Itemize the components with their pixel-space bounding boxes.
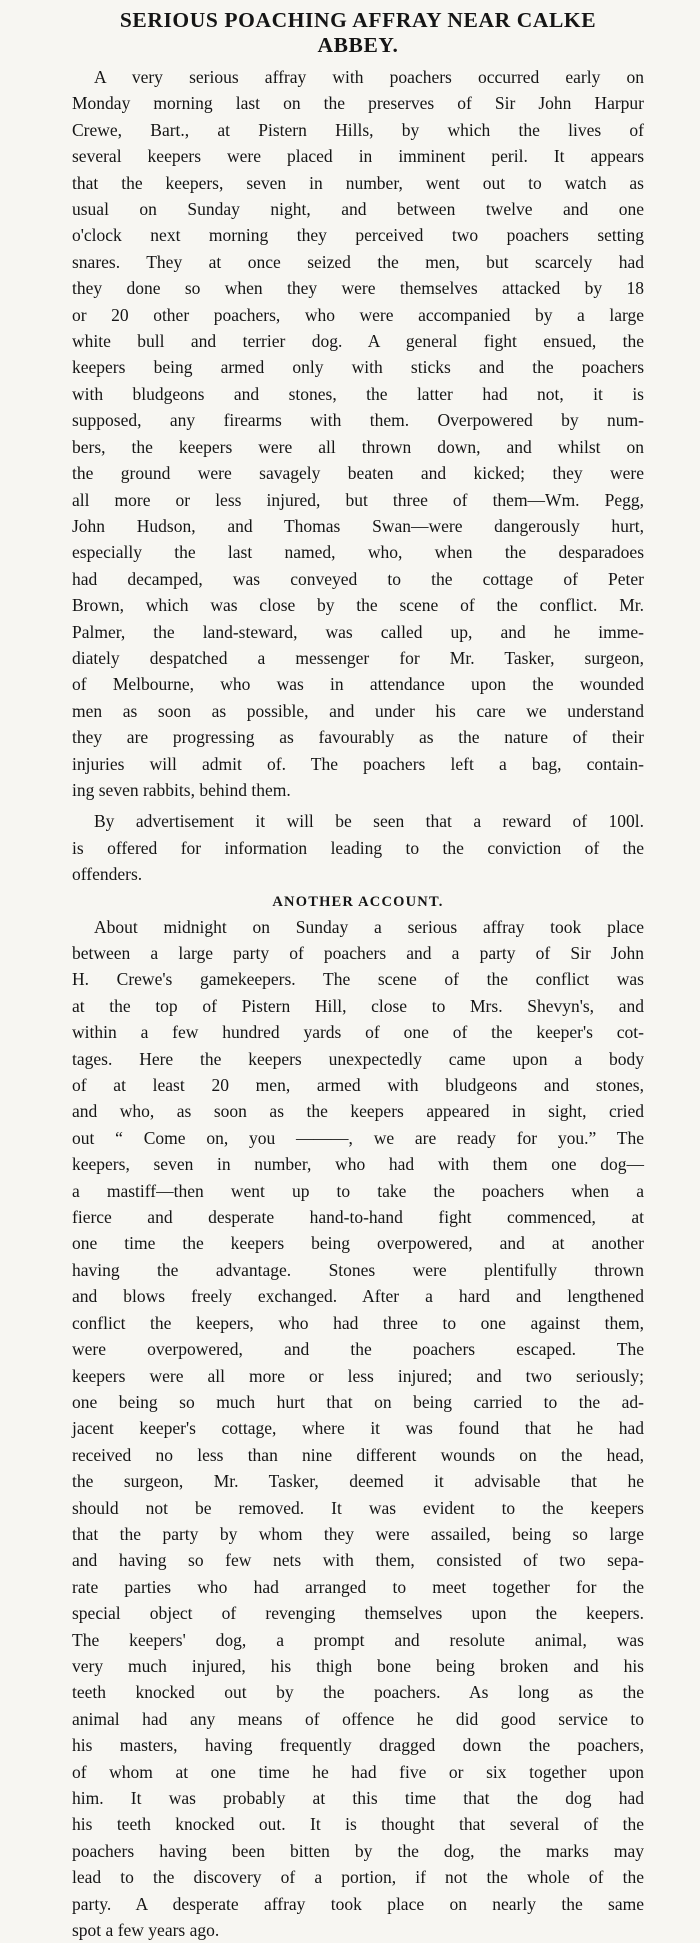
headline-line-2: ABBEY. <box>317 33 399 57</box>
text-line: of at least 20 men, armed with bludgeons and stones, <box>72 1075 644 1096</box>
text-line: snares. They at once seized the men, but scarcely had <box>72 251 644 272</box>
text-line: rate parties who had arranged to meet together for the <box>72 1576 644 1597</box>
paragraph <box>72 64 644 803</box>
article-headline <box>72 8 644 58</box>
paragraph <box>72 914 644 1943</box>
text-line: between a large party of poachers and a party of Sir John <box>72 943 644 963</box>
text-line: Crewe, Bart., at Pistern Hills, by which the lives of <box>72 119 644 140</box>
text-line: is offered for information leading to the conviction of the <box>72 837 644 858</box>
text-line: the surgeon, Mr. Tasker, deemed it advisable that he <box>72 1471 644 1492</box>
text-line: lead to the discovery of a portion, if not the whole of the <box>72 1867 644 1888</box>
text-line: conflict the keepers, who had three to one against them, <box>72 1312 644 1333</box>
text-line: usual on Sunday night, and between twelve and one <box>72 199 644 220</box>
text-line: his masters, having frequently dragged down the poachers, <box>72 1735 644 1756</box>
text-line: him. It was probably at this time that the dog had <box>72 1788 644 1808</box>
text-line: with bludgeons and stones, the latter had not, it is <box>72 383 644 404</box>
text-line: injuries will admit of. The poachers left a bag, contain- <box>72 753 644 774</box>
text-line: the ground were savagely beaten and kicked; they were <box>72 463 644 484</box>
text-line: of Melbourne, who was in attendance upon the wounded <box>72 674 644 695</box>
text-line: Monday morning last on the preserves of Sir John Harpur <box>72 93 644 114</box>
text-line: or 20 other poachers, who were accompanied by a large <box>72 304 644 325</box>
text-line: one time the keepers being overpowered, and at another <box>72 1233 644 1254</box>
text-line: offenders. <box>72 864 143 885</box>
text-line: bers, the keepers were all thrown down, and whilst on <box>72 436 644 457</box>
text-line: several keepers were placed in imminent peril. It appears <box>72 146 644 167</box>
text-line: men as soon as possible, and under his care we understand <box>72 700 644 721</box>
text-line: of whom at one time he had five or six together upon <box>72 1761 644 1782</box>
text-line: that the keepers, seven in number, went out to watch as <box>72 172 644 193</box>
section-subheading: ANOTHER ACCOUNT. <box>272 893 444 910</box>
text-line: keepers were all more or less injured; and two seriously; <box>72 1365 644 1386</box>
text-line: should not be removed. It was evident to the keepers <box>72 1497 644 1518</box>
first-account <box>72 64 644 888</box>
text-line: supposed, any firearms with them. Overpowered by num- <box>72 410 644 431</box>
text-line: at the top of Pistern Hill, close to Mrs. Shevyn's, and <box>72 995 644 1016</box>
text-line: John Hudson, and Thomas Swan—were dangerously hurt, <box>72 515 644 536</box>
text-line: white bull and terrier dog. A general fight ensued, the <box>72 331 644 352</box>
text-line: his teeth knocked out. It is thought that several of the <box>72 1814 644 1835</box>
text-line: diately despatched a messenger for Mr. Tasker, surgeon, <box>72 647 644 668</box>
text-line: spot a few years ago. <box>72 1920 220 1941</box>
text-line: had decamped, was conveyed to the cottage of Peter <box>72 568 644 589</box>
text-line: Palmer, the land-steward, was called up, and he imme- <box>72 621 644 642</box>
text-line: and having so few nets with them, consisted of two sepa- <box>72 1550 644 1571</box>
text-line: very much injured, his thigh bone being broken and his <box>72 1655 644 1676</box>
headline-line-1: SERIOUS POACHING AFFRAY NEAR CALKE <box>119 8 597 32</box>
text-line: animal had any means of offence he did good service to <box>72 1708 644 1729</box>
text-line: o'clock next morning they perceived two poachers setting <box>72 225 644 246</box>
text-line: By advertisement it will be seen that a reward of 100l. <box>94 811 644 832</box>
text-line: keepers being armed only with sticks and the poachers <box>72 357 644 378</box>
text-line: H. Crewe's gamekeepers. The scene of the conflict was <box>72 969 644 990</box>
text-line: teeth knocked out by the poachers. As long as the <box>72 1682 644 1703</box>
text-line: tages. Here the keepers unexpectedly came upon a body <box>72 1048 644 1069</box>
text-line: one being so much hurt that on being carried to the ad- <box>72 1391 644 1412</box>
text-line: they done so when they were themselves attacked by 18 <box>72 278 644 299</box>
text-line: out “ Come on, you ———, we are ready for you.” The <box>72 1127 644 1148</box>
text-line: that the party by whom they were assailed, being so large <box>72 1523 644 1544</box>
text-line: received no less than nine different wounds on the head, <box>72 1444 644 1465</box>
text-line: party. A desperate affray took place on nearly the same <box>72 1893 644 1914</box>
text-line: and blows freely exchanged. After a hard and lengthened <box>72 1286 644 1307</box>
text-line: About midnight on Sunday a serious affray took place <box>94 916 644 937</box>
text-line: Brown, which was close by the scene of the conflict. Mr. <box>72 595 644 616</box>
text-line: keepers, seven in number, who had with them one dog— <box>72 1154 644 1175</box>
text-line: they are progressing as favourably as the nature of their <box>72 727 644 748</box>
article-body <box>72 64 644 1943</box>
text-line: special object of revenging themselves upon the keepers. <box>72 1603 644 1624</box>
text-line: were overpowered, and the poachers escaped. The <box>72 1339 644 1360</box>
paragraph <box>72 808 644 887</box>
second-account <box>72 914 644 1943</box>
text-line: jacent keeper's cottage, where it was found that he had <box>72 1418 644 1439</box>
text-line: all more or less injured, but three of them—Wm. Pegg, <box>72 489 644 510</box>
text-line: especially the last named, who, when the desparadoes <box>72 542 644 563</box>
text-line: fierce and desperate hand-to-hand fight commenced, at <box>72 1207 644 1228</box>
text-line: and who, as soon as the keepers appeared in sight, cried <box>72 1101 644 1122</box>
text-line: within a few hundred yards of one of the keeper's cot- <box>72 1022 644 1043</box>
text-line: a mastiff—then went up to take the poachers when a <box>72 1180 644 1201</box>
text-line: A very serious affray with poachers occurred early on <box>94 67 644 87</box>
text-line: poachers having been bitten by the dog, the marks may <box>72 1840 644 1861</box>
text-line: The keepers' dog, a prompt and resolute animal, was <box>72 1629 644 1650</box>
text-line: having the advantage. Stones were plentifully thrown <box>72 1259 644 1280</box>
text-line: ing seven rabbits, behind them. <box>72 779 291 800</box>
